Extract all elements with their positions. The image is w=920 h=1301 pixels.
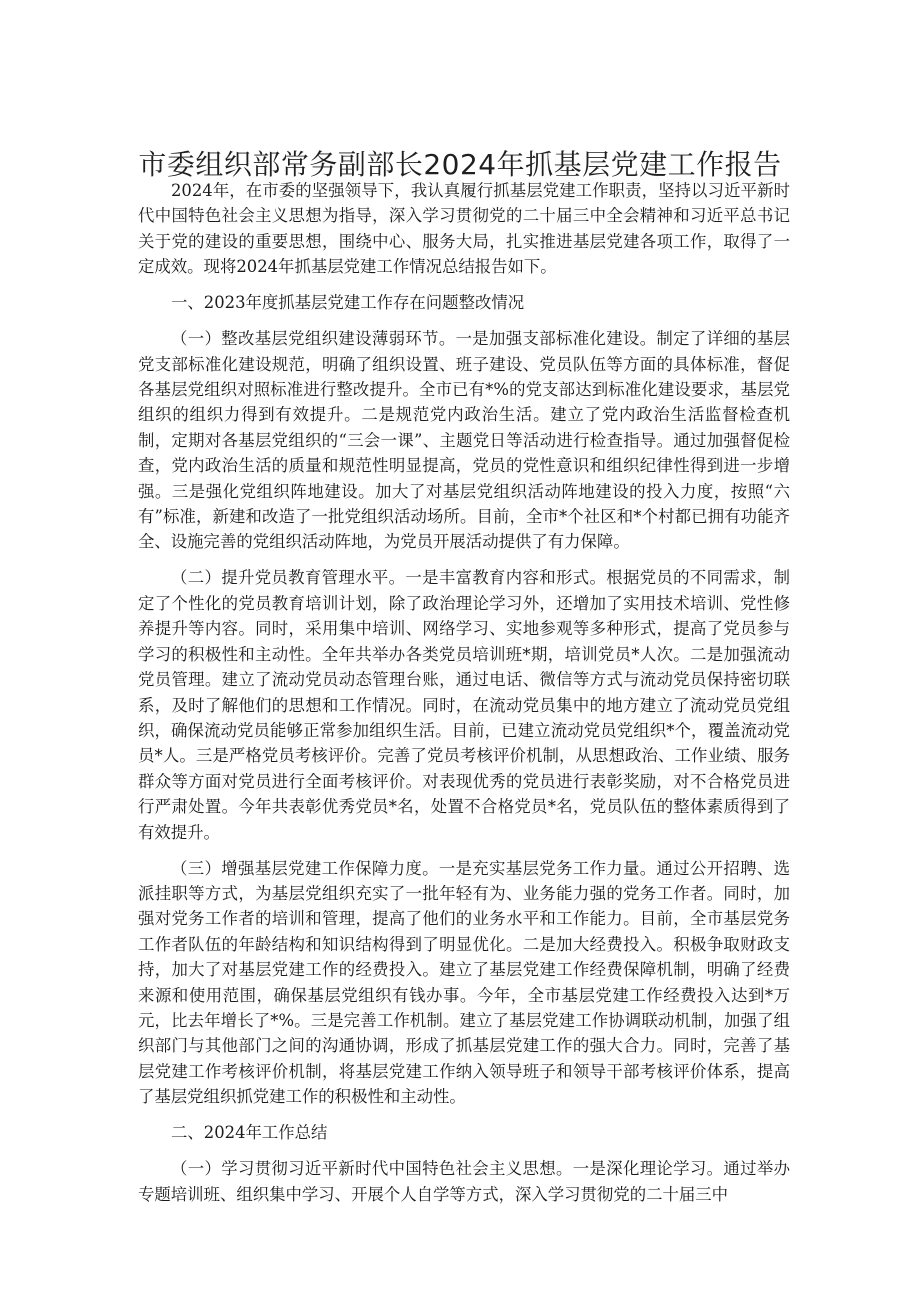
subsection-1-2-paragraph: （二）提升党员教育管理水平。一是丰富教育内容和形式。根据党员的不同需求，制定了个性化的党员教育培训计划，除了政治理论学习外，还增加了实用技术培训、党性修养提升等内容。同时，采用集中培训、网络学习、实地参观等多种形式，提高了党员参与学习的积极性和主动性。全年共举办各类党员培训班*期，培训党员*人次。二是加强流动党员管理。建立了流动党员动态管理台账，通过电话、微信等方式与流动党员保持密切联系，及时了解他们的思想和工作情况。同时，在流动党员集中的地方建立了流动党员党组织，确保流动党员能够正常参加组织生活。目前，已建立流动党员党组织*个，覆盖流动党员*人。三是严格党员考核评价。完善了党员考核评价机制，从思想政治、工作业绩、服务群众等方面对党员进行全面考核评价。对表现优秀的党员进行表彰奖励，对不合格党员进行严肃处置。今年共表彰优秀党员*名，处置不合格党员*名，党员队伍的整体素质得到了有效提升。 (138, 568, 790, 842)
section-heading-1: 一、2023年度抓基层党建工作存在问题整改情况 (171, 293, 525, 313)
document-body (138, 178, 790, 1218)
subsection-1-3-paragraph: （三）增强基层党建工作保障力度。一是充实基层党务工作力量。通过公开招聘、选派挂职等方式，为基层党组织充实了一批年轻有为、业务能力强的党务工作者。同时，加强对党务工作者的培训和管理，提高了他们的业务水平和工作能力。目前，全市基层党务工作者队伍的年龄结构和知识结构得到了明显优化。二是加大经费投入。积极争取财政支持，加大了对基层党建工作的经费投入。建立了基层党建工作经费保障机制，明确了经费来源和使用范围，确保基层党组织有钱办事。今年，全市基层党建工作经费投入达到*万元，比去年增长了*%。三是完善工作机制。建立了基层党建工作协调联动机制，加强了组织部门与其他部门之间的沟通协调，形成了抓基层党建工作的强大合力。同时，完善了基层党建工作考核评价机制，将基层党建工作纳入领导班子和领导干部考核评价体系，提高了基层党组织抓党建工作的积极性和主动性。 (138, 858, 790, 1107)
section-heading-2: 二、2024年工作总结 (171, 1123, 328, 1143)
intro-paragraph: 2024年，在市委的坚强领导下，我认真履行抓基层党建工作职责，坚持以习近平新时代中国特色社会主义思想为指导，深入学习贯彻党的二十届三中全会精神和习近平总书记关于党的建设的重要思想，围绕中心、服务大局，扎实推进基层党建各项工作，取得了一定成效。现将2024年抓基层党建工作情况总结报告如下。 (138, 181, 790, 277)
subsection-2-1-paragraph: （一）学习贯彻习近平新时代中国特色社会主义思想。一是深化理论学习。通过举办专题培训班、组织集中学习、开展个人自学等方式，深入学习贯彻党的二十届三中 (138, 1159, 790, 1204)
subsection-1-1-paragraph: （一）整改基层党组织建设薄弱环节。一是加强支部标准化建设。制定了详细的基层党支部标准化建设规范，明确了组织设置、班子建设、党员队伍等方面的具体标准，督促各基层党组织对照标准进行整改提升。全市已有*%的党支部达到标准化建设要求，基层党组织的组织力得到有效提升。二是规范党内政治生活。建立了党内政治生活监督检查机制，定期对各基层党组织的“三会一课”、主题党日等活动进行检查指导。通过加强督促检查，党内政治生活的质量和规范性明显提高，党员的党性意识和组织纪律性得到进一步增强。三是强化党组织阵地建设。加大了对基层党组织活动阵地建设的投入力度，按照“六有”标准，新建和改造了一批党组织活动场所。目前，全市*个社区和*个村都已拥有功能齐全、设施完善的党组织活动阵地，为党员开展活动提供了有力保障。 (138, 329, 790, 552)
document-title: 市委组织部常务副部长2024年抓基层党建工作报告 (138, 147, 782, 181)
